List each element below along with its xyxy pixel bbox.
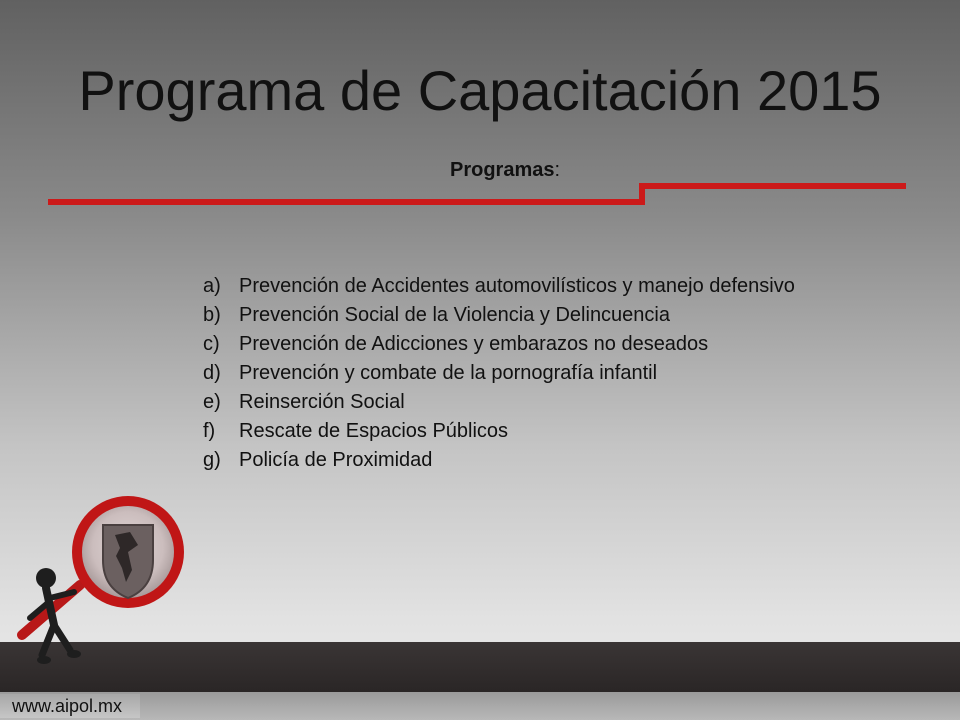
list-item-text: Prevención de Adicciones y embarazos no deseados xyxy=(239,333,709,355)
programs-label: Programas xyxy=(450,159,555,181)
list-item-letter: b) xyxy=(203,304,221,326)
list-item-text: Prevención de Accidentes automovilísticos y manejo defensivo xyxy=(239,275,795,297)
list-item-text: Prevención y combate de la pornografía infantil xyxy=(239,362,658,384)
list-item-text: Policía de Proximidad xyxy=(239,449,433,471)
slide-title: Programa de Capacitación 2015 xyxy=(78,59,882,122)
list-item-letter: d) xyxy=(203,362,221,384)
list-item-text: Rescate de Espacios Públicos xyxy=(239,420,509,442)
program-list xyxy=(203,272,795,475)
list-item xyxy=(203,446,795,475)
magnifying-glass-figure-icon xyxy=(0,490,200,670)
list-item-text: Reinserción Social xyxy=(239,391,405,413)
footer-url[interactable]: www.aipol.mx xyxy=(0,694,140,718)
list-item xyxy=(203,388,795,417)
list-item xyxy=(203,359,795,388)
list-item-text: Prevención Social de la Violencia y Delincuencia xyxy=(239,304,670,326)
list-item-letter: f) xyxy=(203,420,216,442)
list-item-letter: e) xyxy=(203,391,221,413)
programs-subtitle xyxy=(450,159,560,182)
list-item-letter: c) xyxy=(203,333,220,355)
footer-strip xyxy=(0,692,960,720)
list-item xyxy=(203,272,795,301)
programs-colon: : xyxy=(554,159,561,181)
list-item-letter: a) xyxy=(203,275,221,297)
list-item xyxy=(203,417,795,446)
list-item xyxy=(203,330,795,359)
list-item xyxy=(203,301,795,330)
list-item-letter: g) xyxy=(203,449,221,471)
